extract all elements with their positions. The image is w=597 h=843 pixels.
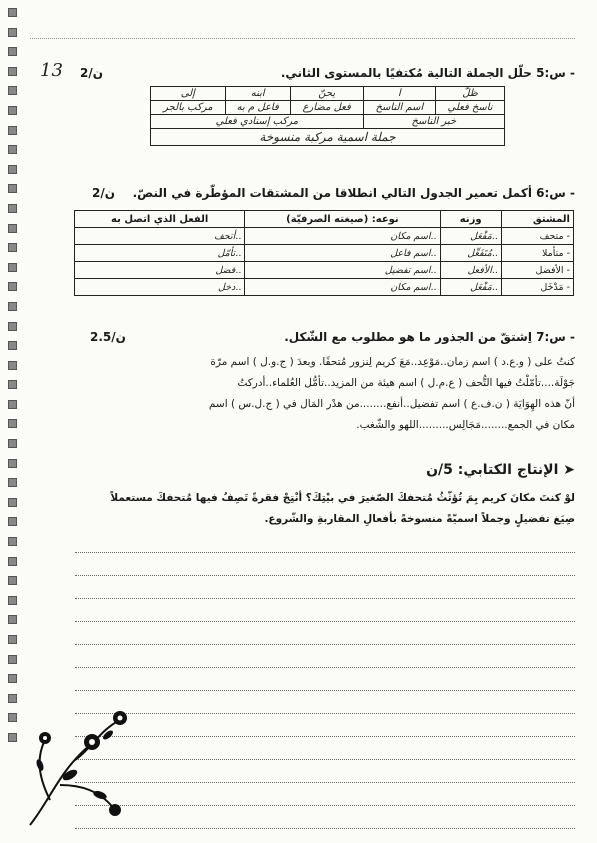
q7-line: أنّ هذه الهِوَايَة ( ن.ف.ع ) اسم تفضيل..أنفع........من هدْر المَال في ( ج.ل.س ) اسم [208, 398, 575, 410]
q5-cell: فعل مضارع [290, 101, 363, 115]
q6-cell: ..فضل [75, 262, 245, 279]
q6-cell: ..مَفْعَل [440, 228, 501, 245]
q6-cell: ..تأمّل [75, 245, 245, 262]
q6-cell: ..دخل [75, 279, 245, 296]
q6-header: المشتق [501, 211, 573, 228]
q5-cell: اسم الناسخ [363, 101, 435, 115]
table-row [75, 279, 574, 296]
table-row [75, 262, 574, 279]
spiral-binding [6, 8, 20, 838]
q6-header: الفعل الذي اتصل به [75, 211, 245, 228]
q5-prompt: - س:5 حلّل الجملة التالية مُكتفيًا بالمستوى الثاني. [280, 66, 575, 80]
q5-cell: فاعل م به [225, 101, 290, 115]
arrow-icon: ➤ [558, 462, 575, 478]
q6-header: وزنه [440, 211, 501, 228]
q6-cell: - مَدْخَل [501, 279, 573, 296]
q6-score: 2/ن [92, 186, 115, 200]
q6-cell: - متأملا [501, 245, 573, 262]
q5-score: 2/ن [80, 66, 103, 80]
answer-line[interactable] [75, 644, 575, 645]
q7-line: كنتُ على ( و.ع.د ) اسم زمان..مَوْعِد..مَعَ كريم لِنزور مُتحفًا. وبعدَ ( ج.و.ل ) اسم مرّة [210, 356, 575, 368]
q5-cell: جملة اسمية مركبة منسوخة [151, 129, 505, 146]
q6-derivatives-table [74, 210, 574, 296]
q5-cell: يحنّ [290, 87, 363, 101]
q5-cell: إلى [151, 87, 226, 101]
answer-line[interactable] [75, 667, 575, 668]
q5-cell: مركب إسنادي فعلي [151, 115, 364, 129]
handwritten-score: 13 [40, 60, 63, 81]
q6-cell: ..اسم تفضيل [245, 262, 440, 279]
answer-line[interactable] [75, 736, 575, 737]
floral-ornament-icon [20, 690, 140, 830]
q7-line: جَوْلَة....تأمّلْتُ فيها التُّحف ( ع.م.ل ) اسم هيئة من المزيد..تأمُّل العُلماء..أدركتُ [237, 377, 575, 389]
answer-line[interactable] [75, 575, 575, 576]
q7-line: مكان في الجمع........مَجَالِس.........اللهو والشّغب. [356, 419, 575, 431]
q5-cell: ناسخ فعلي [436, 101, 505, 115]
q5-analysis-table [150, 86, 505, 146]
writing-title: ➤ الإنتاج الكتابي: 5/ن [426, 462, 575, 478]
q6-cell: ..اسم فاعل [245, 245, 440, 262]
answer-line[interactable] [75, 552, 575, 553]
table-row [75, 228, 574, 245]
answer-line[interactable] [75, 621, 575, 622]
q6-cell: - متحف [501, 228, 573, 245]
q5-cell: ظلّ [436, 87, 505, 101]
top-dotted-rule [30, 38, 575, 39]
q6-cell: ..اسم مكان [245, 228, 440, 245]
q6-cell: ..أتحف [75, 228, 245, 245]
writing-prompt: لوْ كنتَ مكانَ كريم بِمَ تُؤثّثُ مُتحفكَ الصّغيرَ في بيْتِكَ؟ أنْتِجْ فقرةً تَصِفُ فيها مُتحفكَ مستعملاً صِيَغ تفضيلٍ وجملاً اسميّةً منسوخةً بأفعالِ المقاربةِ والشّروع. [110, 492, 575, 525]
table-row [75, 245, 574, 262]
q6-header: نوعه: (صيغته الصرفيّة) [245, 211, 440, 228]
q6-cell: ..الأفعل [440, 262, 501, 279]
answer-line[interactable] [75, 759, 575, 760]
q5-cell: خبر الناسخ [363, 115, 504, 129]
answer-line[interactable] [75, 828, 575, 829]
answer-line[interactable] [75, 782, 575, 783]
answer-line[interactable] [75, 598, 575, 599]
q5-cell: ابنه [225, 87, 290, 101]
q6-cell: ..مَفْعَل [440, 279, 501, 296]
q6-cell: ..اسم مكان [245, 279, 440, 296]
q6-cell: - الأفضل [501, 262, 573, 279]
answer-line[interactable] [75, 713, 575, 714]
q5-cell: مركب بالجر [151, 101, 226, 115]
q6-cell: ..مُتَفَعِّل [440, 245, 501, 262]
answer-line[interactable] [75, 690, 575, 691]
q7-score: 2.5/ن [90, 330, 126, 344]
answer-line[interactable] [75, 805, 575, 806]
q7-prompt: - س:7 اِشتقّ من الجذور ما هو مطلوب مع الشّكل. [284, 330, 575, 344]
q7-paragraph [65, 352, 575, 436]
q6-prompt: - س:6 أكمل تعمير الجدول التالي انطلاقا من المشتقات المؤطّرة في النصّ. [132, 186, 575, 200]
q5-cell: ا [363, 87, 435, 101]
